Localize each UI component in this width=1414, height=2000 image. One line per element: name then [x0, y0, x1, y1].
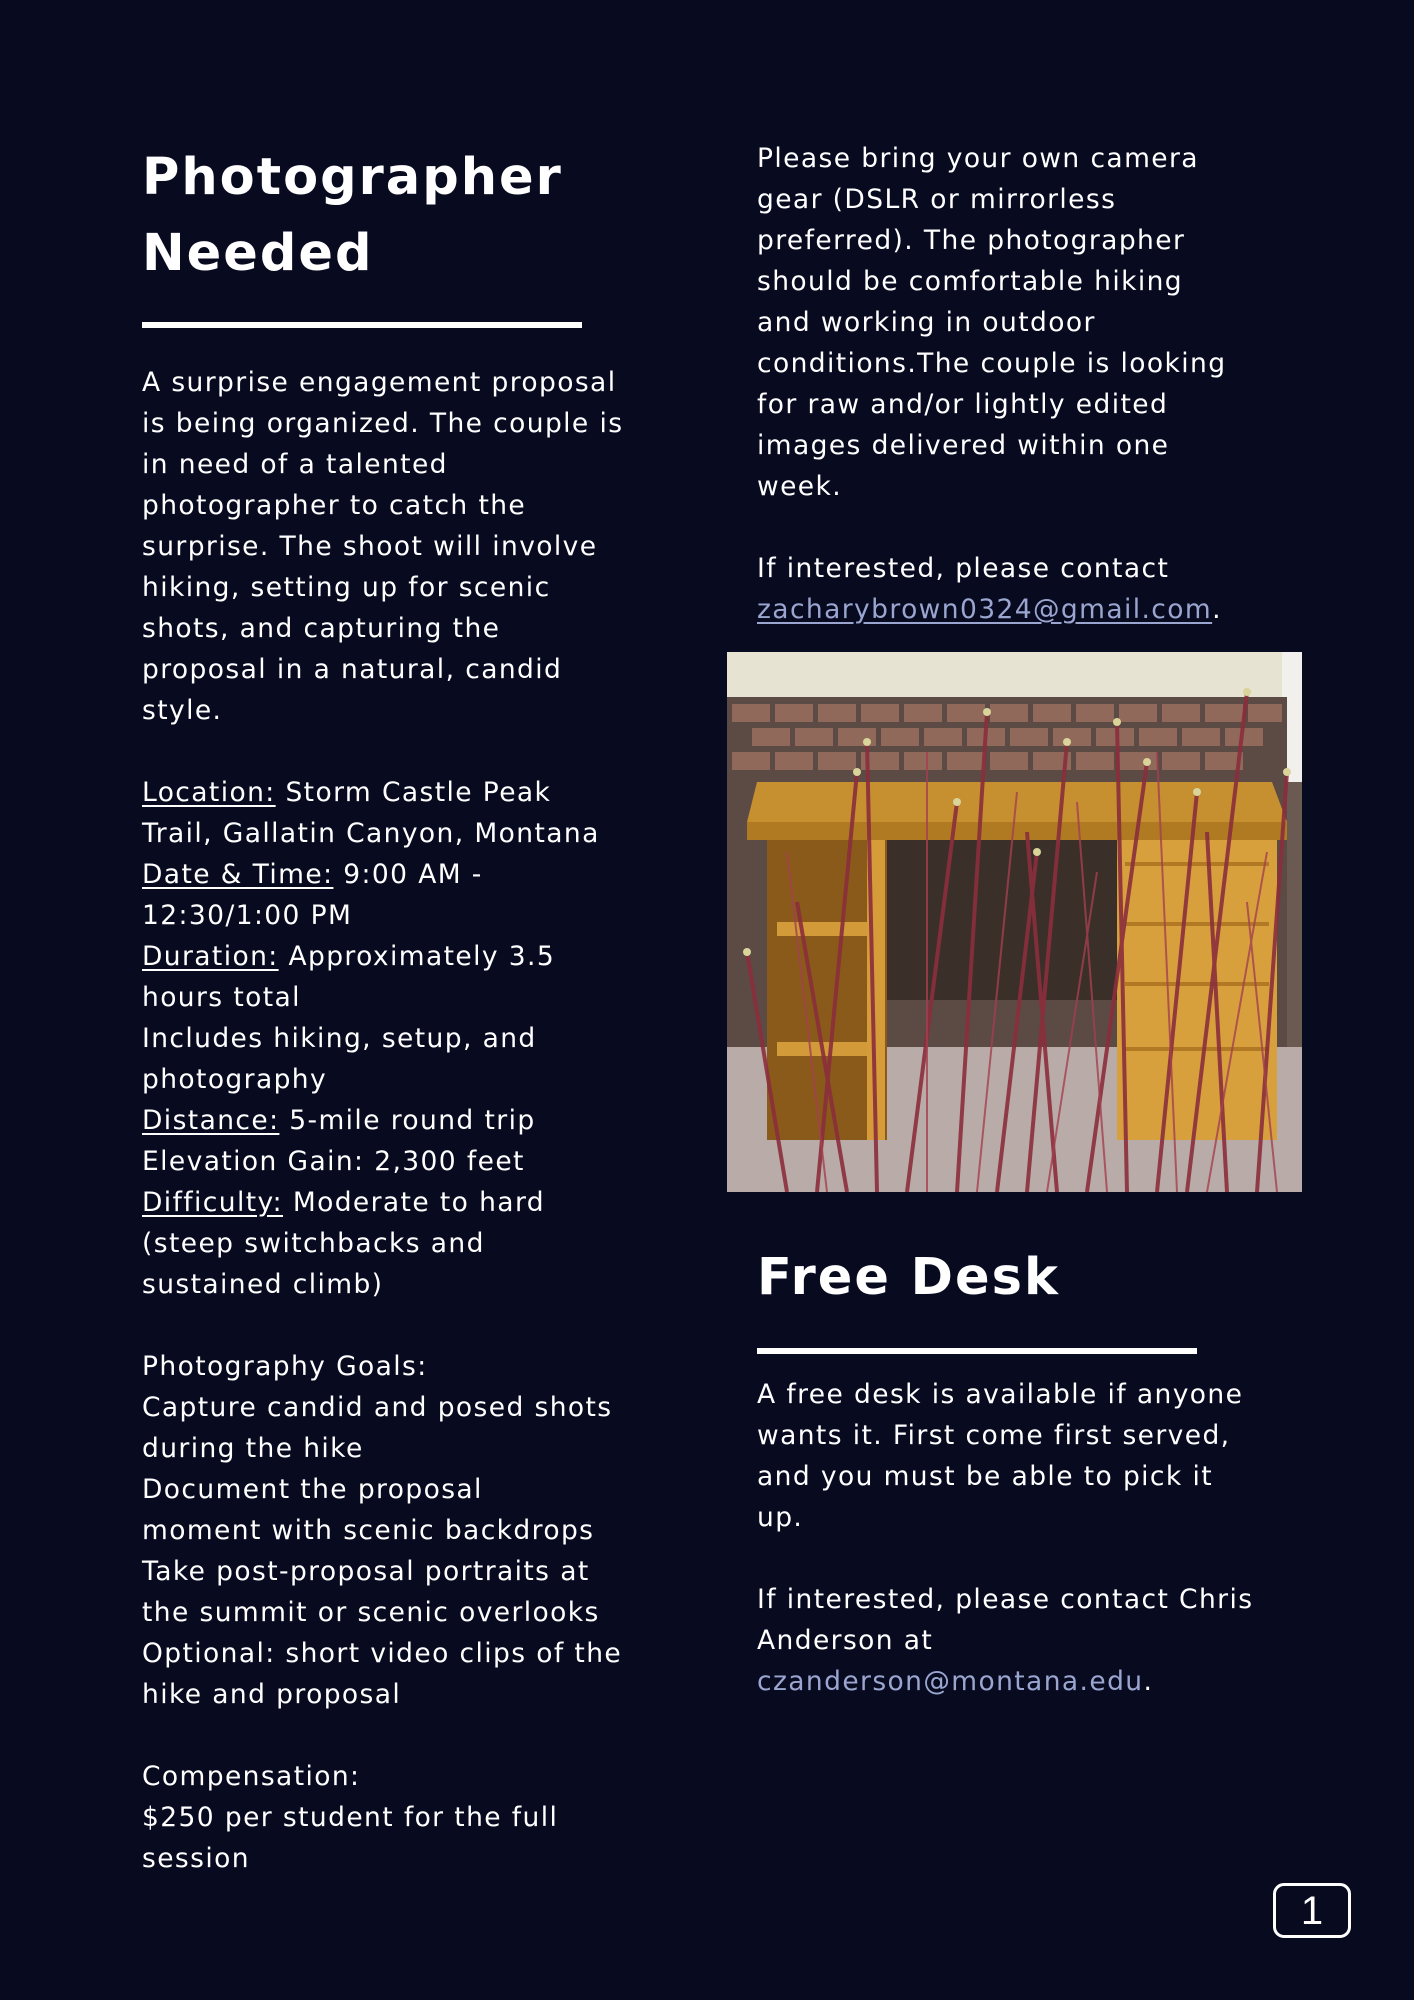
right-column — [757, 0, 1297, 630]
difficulty-value-cont: (steep switchbacks and — [142, 1228, 485, 1259]
datetime-value-cont: 12:30/1:00 PM — [142, 900, 353, 931]
text-line: Please bring your own camera — [757, 143, 1199, 174]
text-line: shots, and capturing the — [142, 613, 501, 644]
details-block — [142, 772, 662, 1305]
goal-line: Document the proposal — [142, 1474, 483, 1505]
desk-photo — [727, 652, 1302, 1192]
difficulty-value: Moderate to hard — [283, 1187, 545, 1218]
location-value: Storm Castle Peak — [275, 777, 552, 808]
text-line: wants it. First come first served, — [757, 1420, 1231, 1451]
text-line: A free desk is available if anyone — [757, 1379, 1244, 1410]
compensation-heading: Compensation: — [142, 1761, 361, 1792]
desk-email-link[interactable]: czanderson@montana.edu — [757, 1666, 1144, 1697]
location-label: Location: — [142, 777, 276, 808]
text-line: style. — [142, 695, 223, 726]
photographer-email-link[interactable]: zacharybrown0324@gmail.com — [757, 594, 1213, 625]
duration-label: Duration: — [142, 941, 279, 972]
difficulty-label: Difficulty: — [142, 1187, 283, 1218]
contact-text: If interested, please contact Chris — [757, 1584, 1254, 1615]
text-line: hiking, setting up for scenic — [142, 572, 551, 603]
text-line: up. — [757, 1502, 804, 1533]
duration-note-cont: photography — [142, 1064, 328, 1095]
page-number: 1 — [1273, 1883, 1351, 1938]
text-line: gear (DSLR or mirrorless — [757, 184, 1117, 215]
free-desk-title: Free Desk — [757, 1248, 1060, 1307]
free-desk-body — [757, 1374, 1297, 1538]
text-line: photographer to catch the — [142, 490, 527, 521]
distance-value: 5-mile round trip — [279, 1105, 536, 1136]
text-line: preferred). The photographer — [757, 225, 1186, 256]
difficulty-value-cont: sustained climb) — [142, 1269, 384, 1300]
datetime-value: 9:00 AM - — [333, 859, 483, 890]
text-line: week. — [757, 471, 843, 502]
contact-end: . — [1212, 594, 1222, 625]
goal-line: hike and proposal — [142, 1679, 402, 1710]
text-line: is being organized. The couple is — [142, 408, 624, 439]
title-line: Needed — [142, 224, 374, 283]
intro-paragraph — [142, 362, 662, 731]
distance-label: Distance: — [142, 1105, 280, 1136]
free-desk-section — [757, 1240, 1297, 1702]
location-value-cont: Trail, Gallatin Canyon, Montana — [142, 818, 600, 849]
text-line: images delivered within one — [757, 430, 1170, 461]
text-line: conditions.The couple is looking — [757, 348, 1227, 379]
free-desk-contact — [757, 1579, 1297, 1702]
contact-text: If interested, please contact — [757, 553, 1170, 584]
title-line: Photographer — [142, 148, 563, 207]
text-line: should be comfortable hiking — [757, 266, 1184, 297]
goals-heading: Photography Goals: — [142, 1351, 428, 1382]
text-line: and you must be able to pick it — [757, 1461, 1214, 1492]
compensation — [142, 1756, 662, 1879]
text-line: proposal in a natural, candid — [142, 654, 563, 685]
text-line: and working in outdoor — [757, 307, 1096, 338]
elevation-gain: Elevation Gain: 2,300 feet — [142, 1146, 525, 1177]
text-line: for raw and/or lightly edited — [757, 389, 1169, 420]
duration-note: Includes hiking, setup, and — [142, 1023, 537, 1054]
photography-goals — [142, 1346, 662, 1715]
contact-text: Anderson at — [757, 1625, 934, 1656]
goal-line: the summit or scenic overlooks — [142, 1597, 600, 1628]
duration-value: Approximately 3.5 — [278, 941, 556, 972]
goal-line: moment with scenic backdrops — [142, 1515, 595, 1546]
text-line: in need of a talented — [142, 449, 448, 480]
page-title — [142, 140, 662, 292]
goal-line: during the hike — [142, 1433, 364, 1464]
datetime-label: Date & Time: — [142, 859, 334, 890]
photographer-contact — [757, 548, 1297, 630]
text-line: surprise. The shoot will involve — [142, 531, 598, 562]
goal-line: Optional: short video clips of the — [142, 1638, 623, 1669]
gear-paragraph — [757, 138, 1297, 507]
compensation-line: $250 per student for the full — [142, 1802, 559, 1833]
goal-line: Capture candid and posed shots — [142, 1392, 613, 1423]
text-line: A surprise engagement proposal — [142, 367, 617, 398]
compensation-line: session — [142, 1843, 250, 1874]
photographer-column — [142, 0, 662, 1879]
contact-end: . — [1143, 1666, 1154, 1697]
duration-value-cont: hours total — [142, 982, 301, 1013]
goal-line: Take post-proposal portraits at — [142, 1556, 590, 1587]
